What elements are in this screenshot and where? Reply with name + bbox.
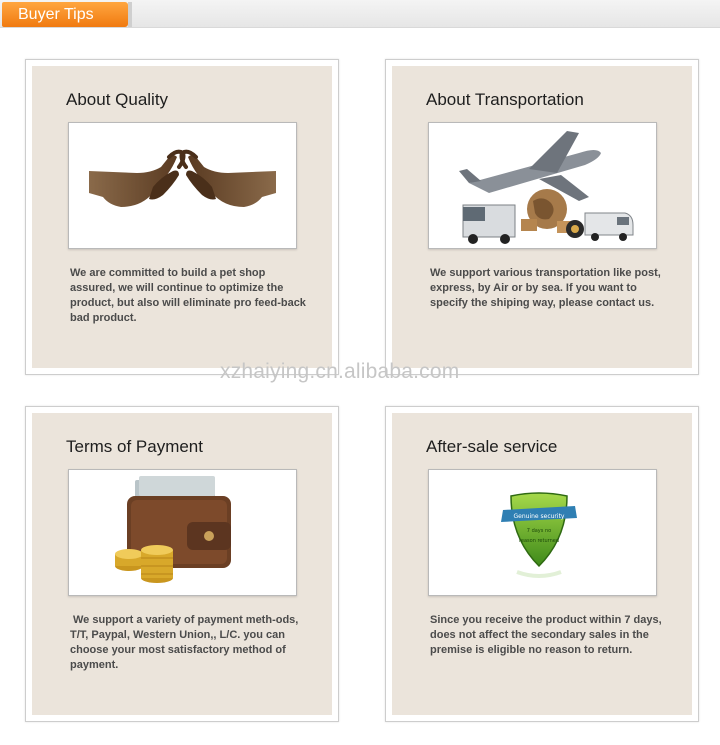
card-panel <box>392 413 692 715</box>
terms-of-payment-card <box>25 406 339 722</box>
card-description: We support various transportation like post, express, by Air or by sea. If you want to specify the shiping way, please contact us. <box>430 267 661 309</box>
payment-image <box>68 469 297 596</box>
section-header-bar <box>0 0 720 28</box>
about-transportation-card <box>385 59 699 375</box>
airplane-truck-globe-icon <box>429 123 656 248</box>
card-title: About Transportation <box>426 90 584 109</box>
wallet-coins-icon <box>69 470 296 595</box>
after-sale-image <box>428 469 657 596</box>
shield-banner-text: Genuine security <box>513 513 565 520</box>
card-panel <box>32 66 332 368</box>
quality-image <box>68 122 297 249</box>
after-sale-service-card <box>385 406 699 722</box>
hands-icon <box>69 123 296 248</box>
watermark: xzhaiying.cn.alibaba.com <box>220 360 460 383</box>
about-quality-card <box>25 59 339 375</box>
card-title: About Quality <box>66 90 169 109</box>
card-title: Terms of Payment <box>66 437 203 456</box>
card-title: After-sale service <box>426 437 558 456</box>
card-panel <box>392 66 692 368</box>
card-description: We are committed to build a pet shop assured, we will continue to optimize the product, but also will eliminate pro feed-back bad product. <box>70 267 306 324</box>
shield-badge-icon <box>429 470 656 595</box>
transportation-image <box>428 122 657 249</box>
card-description: Since you receive the product within 7 days, does not affect the secondary sales in the premise is eligible no reason to return. <box>430 614 662 656</box>
card-panel <box>32 413 332 715</box>
shield-line-text: reason returned <box>518 538 560 544</box>
shield-line-text: 7 days no <box>526 528 552 534</box>
buyer-tips-tab[interactable]: Buyer Tips <box>2 2 128 27</box>
card-description: We support a variety of payment meth-ods, T/T, Paypal, Western Union,, L/C. you can choose your most satisfactory method of payment. <box>70 614 299 671</box>
tab-divider <box>128 2 132 27</box>
